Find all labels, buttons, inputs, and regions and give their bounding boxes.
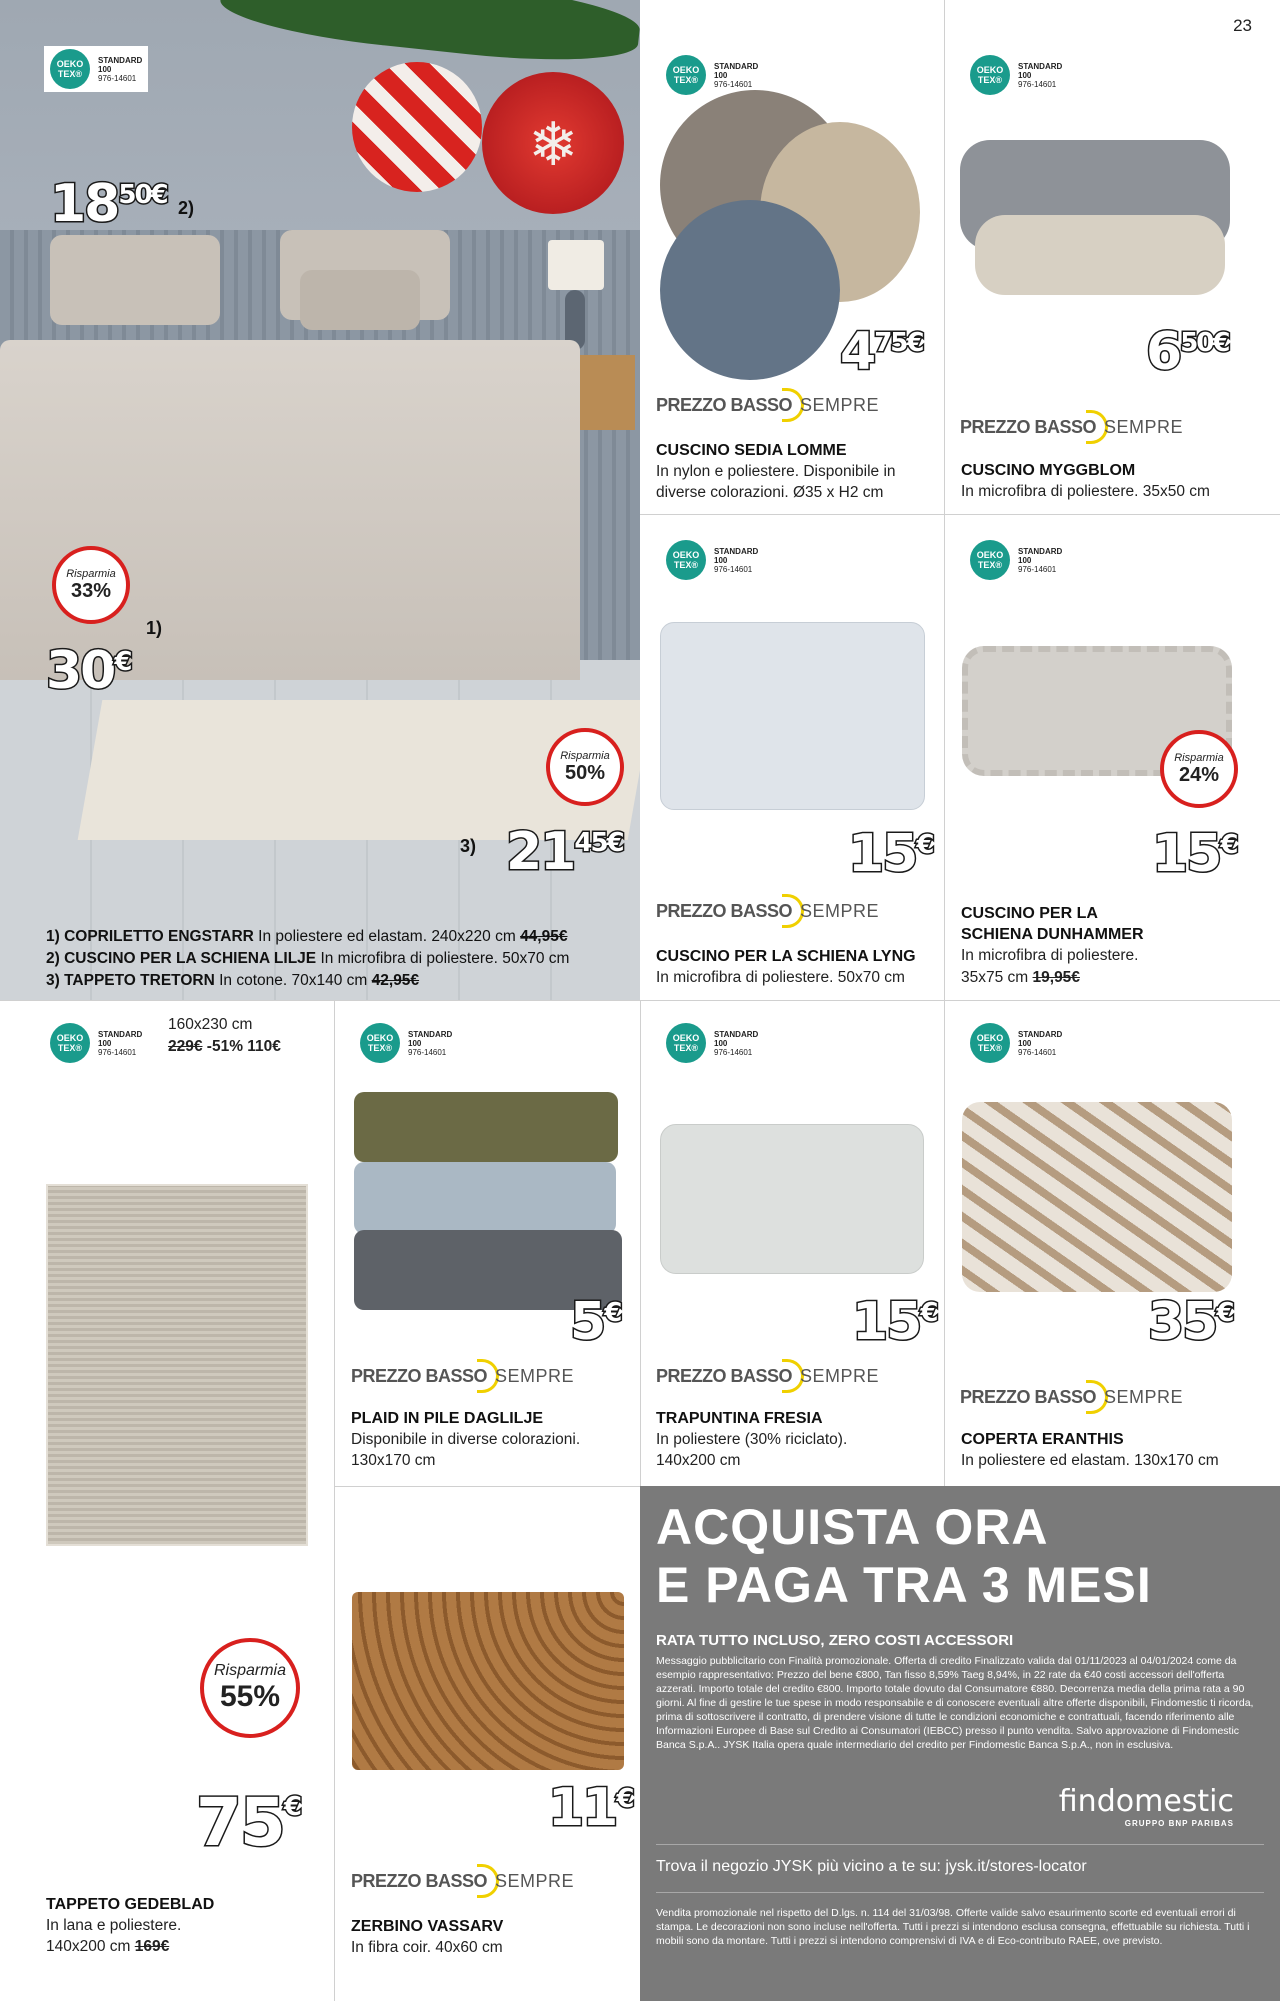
price-integer: 6 [1146, 322, 1181, 382]
oeko-tex-badge [660, 537, 764, 583]
product-name-dunhammer-2: SCHIENA DUNHAMMER [961, 926, 1144, 943]
divider [944, 1000, 945, 1486]
product-desc-eranthis: In poliestere ed elastam. 130x170 cm [961, 1452, 1219, 1469]
finance-headline-1: ACQUISTA ORA [656, 1499, 1049, 1555]
product-desc-lyng: In microfibra di poliestere. 50x70 cm [656, 969, 905, 986]
prezzo-basso-text: PREZZO BASSO [351, 1870, 488, 1891]
price-integer: 5 [570, 1292, 605, 1352]
oeko-num: 100 [714, 555, 728, 565]
plaid-blue [354, 1162, 616, 1234]
findomestic-logo [1059, 1784, 1234, 1828]
oeko-standard: STANDARD [98, 1029, 143, 1039]
product-desc-daglilje-2: 130x170 cm [351, 1452, 436, 1469]
dunhammer-old-price: 19,95€ [1032, 969, 1080, 986]
cushion-beige-fur [975, 215, 1225, 295]
oeko-tex-logo: OEKO TEX® [970, 1023, 1010, 1063]
price-decimal: € [920, 1298, 937, 1328]
save-label: Risparmia [560, 749, 610, 762]
product-desc-myggblom: In microfibra di poliestere. 35x50 cm [961, 483, 1210, 500]
prezzo-sempre-text: SEMPRE [800, 394, 880, 415]
oeko-code: 976-14601 [98, 1047, 137, 1057]
product-desc-fresia-1: In poliestere (30% riciclato). [656, 1431, 848, 1448]
hero-item-1 [46, 926, 640, 948]
hero-item-3 [46, 970, 640, 992]
prezzo-basso-text: PREZZO BASSO [656, 900, 793, 921]
oeko-tex-badge [660, 1020, 764, 1066]
product-name-eranthis: COPERTA ERANTHIS [961, 1431, 1124, 1448]
oeko-tex-badge [964, 52, 1068, 98]
divider [334, 1000, 335, 2001]
oeko-num: 100 [98, 1038, 112, 1048]
save-value: 50% [564, 761, 606, 784]
oeko-num: 100 [408, 1038, 422, 1048]
product-name-dunhammer-1: CUSCINO PER LA [961, 905, 1098, 922]
fir-branch [217, 0, 640, 72]
save-badge-33 [52, 546, 130, 624]
prezzo-basso-text: PREZZO BASSO [960, 416, 1097, 437]
price-decimal: € [1220, 830, 1237, 860]
page-number: 23 [1233, 16, 1252, 35]
quilt-fresia-floral [660, 1124, 924, 1274]
price-tag-copriletto [46, 641, 131, 701]
finance-fine-print: Messaggio pubblicitario con Finalità promozionale. Offerta di credito Finalizzato valida dal 01/11/2023 al 04/01/2024 come da esempio rappresentativo: Prezzo del bene €800, Tan fisso 8,59% Taeg 8,94%, in 22 rate da €40 costi accessori dell'offerta azzerati. Importo totale del credito €800. Importo totale dovuto dal Consumatore €880. Decorrenza media della prima rata a 90 giorni. Al fine di gestire le tue spese in modo responsabile e di conoscere eventuali altre offerte disponibili, Findomestic ti ricorda, prima di sottoscrivere il contratto, di prendere visione di tutte le condizioni economiche e contrattuali, facendo riferimento alle Informazioni Europee di Base sul Credito ai Consumatori (IEBCC) presso il punto vendita. Salvo approvazione di Findomestic Banca S.p.A.. JYSK Italia opera quale intermediario del credito per Findomestic Banca S.p.A., non in esclusiva. [656, 1655, 1254, 1751]
oeko-tex-logo: OEKO TEX® [970, 55, 1010, 95]
price-decimal: 45€ [574, 828, 623, 858]
hero-item-name: 3) TAPPETO TRETORN [46, 972, 215, 989]
plaid-green [354, 1092, 618, 1162]
product-name-lyng: CUSCINO PER LA SCHIENA LYNG [656, 948, 916, 965]
price-decimal: € [114, 647, 131, 677]
oeko-code: 976-14601 [714, 1047, 753, 1057]
store-locator-link[interactable]: Trova il negozio JYSK più vicino a te su: jysk.it/stores-locator [656, 1858, 1087, 1875]
price-integer: 35 [1148, 1292, 1217, 1352]
oeko-code: 976-14601 [1018, 564, 1057, 574]
price-tag-eranthis [1148, 1292, 1233, 1352]
cushion-lilje [300, 270, 420, 330]
oeko-code: 976-14601 [1018, 1047, 1057, 1057]
price-tag-vassarv [548, 1778, 633, 1838]
oeko-code: 976-14601 [714, 564, 753, 574]
hero-item-desc: In poliestere ed elastam. 240x220 cm [253, 928, 521, 945]
hero-label-1: 1) [146, 618, 163, 638]
save-badge-55 [200, 1638, 300, 1738]
oeko-num: 100 [714, 70, 728, 80]
price-decimal: 50€ [118, 180, 167, 210]
save-badge-50 [546, 728, 624, 806]
hero-item-desc: In microfibra di poliestere. 50x70 cm [316, 950, 570, 967]
oeko-tex-badge [44, 1020, 148, 1066]
divider [944, 0, 945, 1000]
bed [0, 340, 580, 680]
legal-disclaimer: Vendita promozionale nel rispetto del D.lgs. n. 114 del 31/03/98. Offerte valide salvo esaurimento scorte ed eventuali errori di stampa. Le decorazioni non sono incluse nell'offerta. Tutti i prezzi si intendono esclusa consegna, effettuabile su richiesta. Tutti i mobili sono da montare. Tutti i prezzi si intendono comprensivi di IVA e di Eco-contributo RAEE, ove previsto. [656, 1907, 1250, 1947]
prezzo-sempre-text: SEMPRE [1104, 416, 1184, 437]
finance-divider [656, 1892, 1264, 1893]
gedeblad-size-160: 160x230 cm [168, 1016, 253, 1033]
hero-item-name: 2) CUSCINO PER LA SCHIENA LILJE [46, 950, 317, 967]
striped-ornament [352, 62, 482, 192]
save-label: Risparmia [213, 1662, 286, 1679]
prezzo-sempre-text: SEMPRE [495, 1870, 575, 1891]
oeko-tex-badge [44, 46, 148, 92]
product-desc-daglilje-1: Disponibile in diverse colorazioni. [351, 1431, 581, 1448]
save-label: Risparmia [66, 567, 116, 580]
prezzo-basso-sempre-badge [960, 1380, 1183, 1414]
prezzo-basso-text: PREZZO BASSO [960, 1386, 1097, 1407]
save-value: 33% [70, 579, 112, 602]
finance-headline [656, 1498, 1152, 1614]
price-integer: 4 [840, 322, 875, 382]
price-tag-fresia [852, 1292, 937, 1352]
oeko-tex-logo: OEKO TEX® [50, 49, 90, 89]
product-name-lomme: CUSCINO SEDIA LOMME [656, 442, 847, 459]
product-name-daglilje: PLAID IN PILE DAGLILJE [351, 1410, 544, 1427]
save-label: Risparmia [1174, 751, 1224, 764]
product-desc-lomme-2: diverse colorazioni. Ø35 x H2 cm [656, 484, 884, 501]
price-decimal: € [1216, 1298, 1233, 1328]
oeko-tex-logo: OEKO TEX® [970, 540, 1010, 580]
prezzo-basso-text: PREZZO BASSO [656, 1365, 793, 1386]
oeko-standard: STANDARD [714, 61, 759, 71]
price-tag-lomme [840, 322, 923, 382]
price-decimal: € [283, 1792, 300, 1822]
price-integer: 75 [196, 1784, 284, 1861]
oeko-tex-badge [964, 1020, 1068, 1066]
oeko-tex-logo: OEKO TEX® [666, 55, 706, 95]
price-tag-lyng [848, 824, 933, 884]
prezzo-basso-sempre-badge [656, 388, 879, 422]
oeko-code: 976-14601 [98, 73, 137, 83]
prezzo-basso-sempre-badge [656, 894, 879, 928]
oeko-num: 100 [1018, 555, 1032, 565]
product-name-vassarv: ZERBINO VASSARV [351, 1918, 504, 1935]
divider [334, 1486, 640, 1487]
gedeblad-old-price-2: 169€ [134, 1938, 170, 1955]
oeko-code: 976-14601 [714, 79, 753, 89]
lamp-shade [548, 240, 604, 290]
product-name-gedeblad: TAPPETO GEDEBLAD [46, 1896, 215, 1913]
gedeblad-deal [168, 1036, 281, 1057]
product-desc-dunhammer-1: In microfibra di poliestere. [961, 947, 1139, 964]
price-decimal: 50€ [1180, 328, 1229, 358]
price-tag-myggblom [1146, 322, 1229, 382]
divider [640, 1000, 641, 1486]
prezzo-basso-text: PREZZO BASSO [351, 1365, 488, 1386]
hero-item-desc: In cotone. 70x140 cm [214, 972, 372, 989]
save-value: 55% [219, 1680, 281, 1713]
oeko-standard: STANDARD [98, 55, 143, 65]
prezzo-basso-sempre-badge [351, 1864, 574, 1898]
pillow [50, 235, 220, 325]
blanket-eranthis-faux-fur [962, 1102, 1232, 1292]
price-decimal: 75€ [874, 328, 923, 358]
price-integer: 30 [46, 641, 115, 701]
product-desc-vassarv: In fibra coir. 40x60 cm [351, 1939, 503, 1956]
prezzo-basso-sempre-badge [351, 1359, 574, 1393]
price-integer: 15 [848, 824, 917, 884]
rug-gedeblad [46, 1184, 308, 1546]
price-integer: 18 [50, 174, 119, 234]
oeko-standard: STANDARD [1018, 546, 1063, 556]
prezzo-basso-sempre-badge [656, 1359, 879, 1393]
hero-product-list [0, 918, 640, 992]
price-integer: 15 [852, 1292, 921, 1352]
oeko-tex-logo: OEKO TEX® [360, 1023, 400, 1063]
oeko-standard: STANDARD [714, 546, 759, 556]
dunhammer-size: 35x75 cm [961, 969, 1033, 986]
product-name-myggblom: CUSCINO MYGGBLOM [961, 462, 1136, 479]
oeko-num: 100 [714, 1038, 728, 1048]
finance-divider [656, 1844, 1264, 1845]
oeko-standard: STANDARD [408, 1029, 453, 1039]
oeko-code: 976-14601 [408, 1047, 447, 1057]
oeko-tex-logo: OEKO TEX® [666, 540, 706, 580]
oeko-num: 100 [1018, 1038, 1032, 1048]
prezzo-sempre-text: SEMPRE [800, 1365, 880, 1386]
prezzo-basso-sempre-badge [960, 410, 1183, 444]
seat-cushion-blue [660, 200, 840, 380]
price-integer: 15 [1152, 824, 1221, 884]
product-desc-dunhammer-2 [961, 967, 1080, 988]
hero-label-3: 3) [460, 836, 477, 856]
hero-item-2 [46, 948, 640, 970]
price-integer: 21 [506, 822, 575, 882]
price-tag-tappeto-tretorn [506, 822, 623, 882]
prezzo-basso-text: PREZZO BASSO [656, 394, 793, 415]
findomestic-finance-banner [640, 1486, 1280, 2001]
prezzo-sempre-text: SEMPRE [800, 900, 880, 921]
price-tag-dunhammer [1152, 824, 1237, 884]
price-integer: 11 [548, 1778, 617, 1838]
oeko-tex-logo: OEKO TEX® [50, 1023, 90, 1063]
price-tag-daglilje [570, 1292, 621, 1352]
hero-item-name: 1) COPRILETTO ENGSTARR [46, 928, 254, 945]
oeko-standard: STANDARD [1018, 61, 1063, 71]
product-desc-fresia-2: 140x200 cm [656, 1452, 741, 1469]
product-desc-lomme-1: In nylon e poliestere. Disponibile in [656, 463, 896, 480]
divider [640, 514, 1280, 515]
prezzo-sempre-text: SEMPRE [1104, 1386, 1184, 1407]
oeko-tex-badge [964, 537, 1068, 583]
finance-headline-2: E PAGA TRA 3 MESI [656, 1557, 1152, 1613]
hero-label-2: 2) [178, 198, 195, 218]
price-tag-gedeblad [196, 1784, 300, 1861]
prezzo-sempre-text: SEMPRE [495, 1365, 575, 1386]
product-desc-gedeblad-1: In lana e poliestere. [46, 1917, 182, 1934]
save-badge-24 [1160, 730, 1238, 808]
product-desc-gedeblad-2 [46, 1936, 169, 1957]
oeko-code: 976-14601 [1018, 79, 1057, 89]
snowflake-icon: ❄ [528, 111, 579, 178]
findomestic-logo-sub: GRUPPO BNP PARIBAS [1124, 1819, 1234, 1828]
price-decimal: € [604, 1298, 621, 1328]
price-tag-cuscino-lilje [50, 174, 167, 234]
oeko-standard: STANDARD [1018, 1029, 1063, 1039]
oeko-num: 100 [1018, 70, 1032, 80]
gedeblad-deal-price: -51% 110€ [202, 1038, 281, 1055]
price-decimal: € [616, 1784, 633, 1814]
hero-item-old-price: 42,95€ [371, 972, 420, 989]
oeko-tex-logo: OEKO TEX® [666, 1023, 706, 1063]
findomestic-logo-text: findomestic [1058, 1784, 1234, 1819]
gedeblad-old-price: 229€ [168, 1038, 203, 1055]
cushion-lyng-floral [660, 622, 925, 810]
finance-rata: RATA TUTTO INCLUSO, ZERO COSTI ACCESSORI [656, 1632, 1014, 1649]
oeko-num: 100 [98, 64, 112, 74]
oeko-tex-badge [354, 1020, 458, 1066]
gedeblad-size: 140x200 cm [46, 1938, 135, 1955]
product-name-fresia: TRAPUNTINA FRESIA [656, 1410, 823, 1427]
hero-item-old-price: 44,95€ [520, 928, 568, 945]
save-value: 24% [1178, 763, 1220, 786]
oeko-standard: STANDARD [714, 1029, 759, 1039]
price-decimal: € [916, 830, 933, 860]
doormat-vassarv [352, 1592, 624, 1770]
